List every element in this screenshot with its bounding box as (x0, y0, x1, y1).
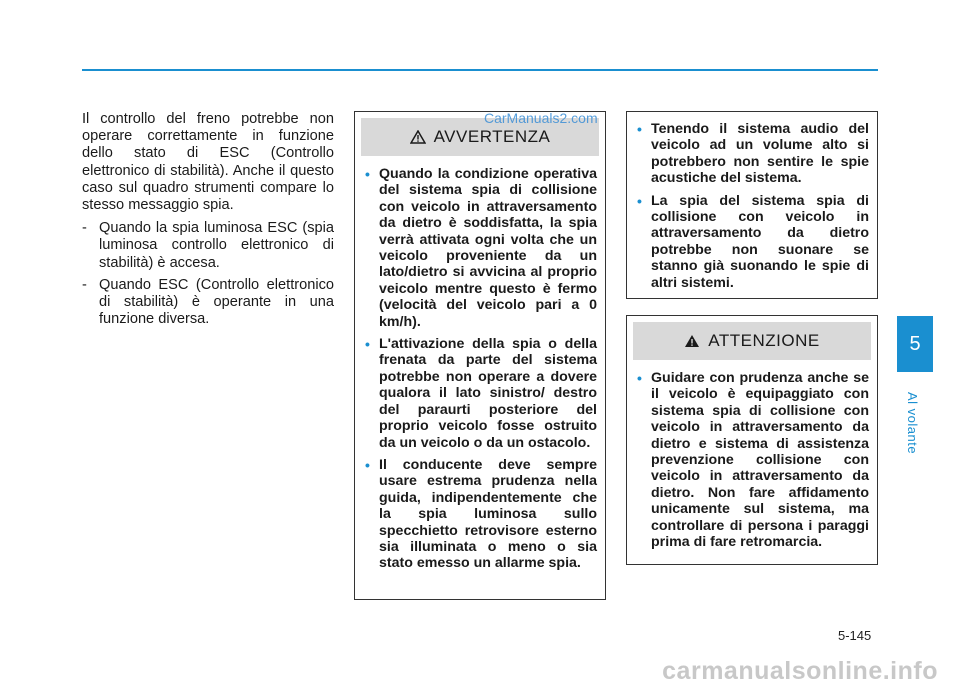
intro-paragraph: Il controllo del freno potrebbe non operare correttamente in funzione dello stato di ESC (Controllo elettronico di stabilità). Anche il questo caso sul quadro strumenti compare lo stesso messaggio spia. (82, 111, 334, 214)
chapter-tab: 5 (897, 316, 933, 372)
warning-triangle-icon (410, 130, 426, 144)
bullet-dot-icon: • (365, 166, 370, 182)
list-item (637, 121, 869, 187)
dash-item (82, 277, 334, 329)
list-item-text: L'attivazione della spia o della frenata da parte del sistema potrebbe non operare a dovere qualora il lato sinistro/ destro del paraurti posteriore del proprio veicolo fosse ostruito da un veicolo o da un ostacolo. (379, 336, 597, 451)
list-item-text: Il conducente deve sempre usare estrema prudenza nella guida, indipendentemente che la spia luminosa sullo specchietto retrovisore esterno sia illuminata o meno o sia stato emesso un allarme spia. (379, 456, 597, 572)
list-item (637, 193, 869, 291)
list-item-text: Guidare con prudenza anche se il veicolo è equipaggiato con sistema spia di collisione con veicolo in attraversamento da dietro e sistema di assistenza prevenzione collisione con veicolo in attraversamento da dietro. Non fare affidamento unicamente sul sistema, ma controllare di persona i paraggi prima di fare retromarcia. (651, 370, 869, 551)
attention-box (626, 315, 878, 565)
bullet-dot-icon: • (365, 456, 370, 473)
list-item (637, 370, 869, 550)
continuation-list (637, 121, 869, 291)
dash-item (82, 220, 334, 272)
attention-header (633, 322, 871, 360)
bullet-dot-icon: • (637, 121, 642, 137)
dash-item-text: Quando la spia luminosa ESC (spia luminosa controllo elettronico di stabilità) è accesa. (99, 220, 334, 271)
list-item-text: La spia del sistema spia di collisione con veicolo in attraversamento da dietro potrebbe non suonare se stanno già suonando le spie di altri sistemi. (651, 192, 869, 291)
list-item-text: Quando la condizione operativa del sistema spia di collisione con veicolo in attraversamento da dietro è soddisfatta, la spia verrà attivata ogni volta che un veicolo proveniente da un lato/dietro si avvicina al proprio veicolo mentre questo è fermo (velocità del veicolo pari a 0 km/h). (379, 166, 597, 330)
continuation-box (626, 111, 878, 299)
bullet-dot-icon: • (365, 336, 370, 353)
top-rule (82, 69, 878, 71)
watermark-bottom: carmanualsonline.info (662, 657, 938, 685)
page-number: 5-145 (838, 628, 872, 643)
warning-list (365, 166, 597, 572)
bullet-dot-icon: • (637, 192, 642, 209)
warning-triangle-icon (684, 334, 700, 348)
list-item (365, 336, 597, 451)
dash-item-text: Quando ESC (Controllo elettronico di stabilità) è operante in una funzione diversa. (99, 276, 334, 328)
dash-mark: - (82, 276, 87, 293)
attention-list (637, 370, 869, 550)
list-item (365, 457, 597, 572)
list-item-text: Tenendo il sistema audio del veicolo ad un volume alto si potrebbero non sentire le spie acustiche del sistema. (651, 121, 869, 187)
warning-box (354, 111, 606, 600)
dash-mark: - (82, 220, 87, 237)
section-label: Al volante (905, 392, 920, 455)
bullet-dot-icon: • (637, 370, 642, 386)
list-item (365, 166, 597, 330)
attention-title: ATTENZIONE (708, 331, 820, 350)
warning-title: AVVERTENZA (433, 127, 551, 146)
body-text-column (82, 111, 334, 333)
watermark-top: CarManuals2.com (484, 110, 598, 126)
